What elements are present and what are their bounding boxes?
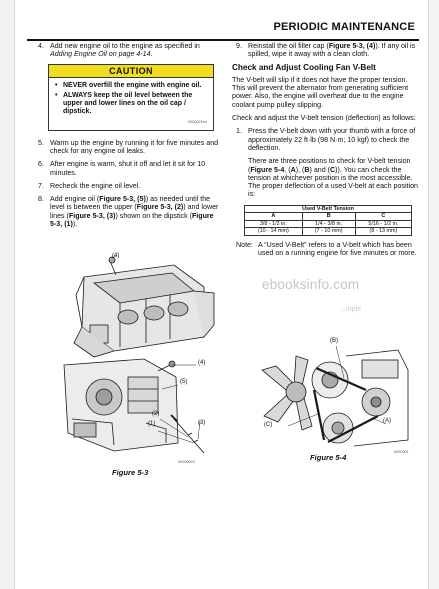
figure-reference: Figure 5-3, (1): [50, 211, 214, 228]
note: [232, 241, 422, 258]
figure-caption: Figure 5-4: [310, 453, 347, 462]
callout-3: (3): [198, 420, 206, 426]
left-column: [34, 42, 219, 233]
header-rule: [27, 39, 419, 41]
callout-4-top: (4): [112, 253, 120, 259]
step-4: 4. Add new engine oil to the engine as specified in Adding Engine Oil on page 4-14.: [38, 42, 200, 59]
figure-5-3: [54, 247, 226, 459]
caution-body: [49, 78, 213, 130]
step-1: 1. Press the V-belt down with your thumb with a force of approximately 22 ft·lb (98 N·m; 10 kgf) to check the deflection.: [236, 127, 416, 152]
note-label: Note:: [236, 240, 253, 249]
figure-caption: Figure 5-3: [112, 468, 149, 477]
callout-2: (2): [152, 411, 160, 417]
step-6: 6. After engine is warm, shut it off and let it sit for 10 minutes.: [38, 160, 206, 177]
caution-title: CAUTION: [49, 65, 213, 78]
watermark: ebooksinfo.com: [262, 277, 360, 292]
figure-reference: Figure 5-3, (3): [68, 211, 116, 220]
figure-5-4: [258, 330, 410, 448]
table-title: Used V-Belt Tension: [245, 205, 412, 213]
callout-b: (B): [330, 338, 338, 344]
caution-box: [48, 64, 214, 131]
figure-reference: Figure 5-3, (4): [328, 42, 376, 50]
figure-reference: Figure 5-3, (5): [99, 195, 146, 204]
right-column: [232, 42, 422, 257]
figure-code: 0000002C: [178, 460, 196, 464]
callout-5: (5): [180, 379, 188, 385]
cross-reference: Adding Engine Oil on page 4-14: [50, 50, 151, 59]
section-heading: Check and Adjust Cooling Fan V-Belt: [232, 62, 376, 72]
table-cell: 1/4 - 3/8 in.: [302, 220, 355, 228]
page-edge-right: [428, 0, 439, 589]
step-5: 5. Warm up the engine by running it for five minutes and check for any engine oil leaks.: [38, 138, 219, 155]
v-belt-illustration: [258, 330, 410, 448]
table-cell: (7 - 10 mm): [302, 228, 355, 236]
paragraph: Check and adjust the V-belt tension (deflection) as follows:: [232, 114, 416, 123]
page-header: [27, 19, 419, 41]
step-7: 7. Recheck the engine oil level.: [38, 181, 141, 190]
step-8: 8. Add engine oil (Figure 5-3, (5)) as needed until the level is between the upper (Figure 5-3, (2)) and lower lines (Figure 5-3, (3)) shown on the dipstick (Figure 5-3, (1)).: [38, 195, 219, 228]
table-cell: (8 - 13 mm): [355, 228, 411, 236]
callout-4: (4): [198, 360, 206, 366]
figure-code: 0000001: [394, 450, 409, 454]
callout-c: (C): [264, 422, 273, 428]
callout-a: (A): [383, 418, 391, 424]
table-cell: 3/8 - 1/2 in.: [245, 220, 303, 228]
table-cell: (10 - 14 mm): [245, 228, 303, 236]
note-text: A “Used V-Belt” refers to a V-belt which has been used on a running engine for five minutes or more.: [258, 240, 417, 258]
section-title: PERIODIC MAINTENANCE: [273, 21, 415, 33]
watermark-sub: ...mple: [340, 306, 362, 313]
figure-reference: Figure 5-3, (2): [136, 203, 184, 212]
engine-illustration: [54, 247, 226, 459]
caution-bullet: • NEVER overfill the engine with engine oil.: [55, 82, 207, 90]
table-header: A: [245, 213, 303, 221]
caution-code: 0000021en: [187, 120, 207, 125]
paragraph: The V-belt will slip if it does not have the proper tension. This will prevent the alternator from generating sufficient power. Also, the engine will overheat due to the engine coolant pump pulley slipping.: [232, 75, 409, 109]
table-header: B: [302, 213, 355, 221]
figure-reference: Figure 5-4: [250, 165, 285, 174]
caution-bullet: • ALWAYS keep the oil level between the upper and lower lines on the oil cap / dipstick.: [55, 92, 207, 117]
paragraph: There are three positions to check for V-belt tension (Figure 5-4, (A), (B) and (C)). You can check the tension at whichever position is the most accessible. The proper deflection of a used V-belt at each position is:: [248, 157, 418, 199]
callout-1: (1): [148, 421, 156, 427]
step-9: 9. Reinstall the oil filler cap (Figure 5-3, (4)). If any oil is spilled, wipe it away with a clean cloth.: [236, 42, 416, 59]
page-edge-left: [0, 0, 15, 589]
table-header: C: [355, 213, 411, 221]
tension-table: [244, 205, 412, 236]
table-cell: 5/16 - 1/2 in.: [355, 220, 411, 228]
